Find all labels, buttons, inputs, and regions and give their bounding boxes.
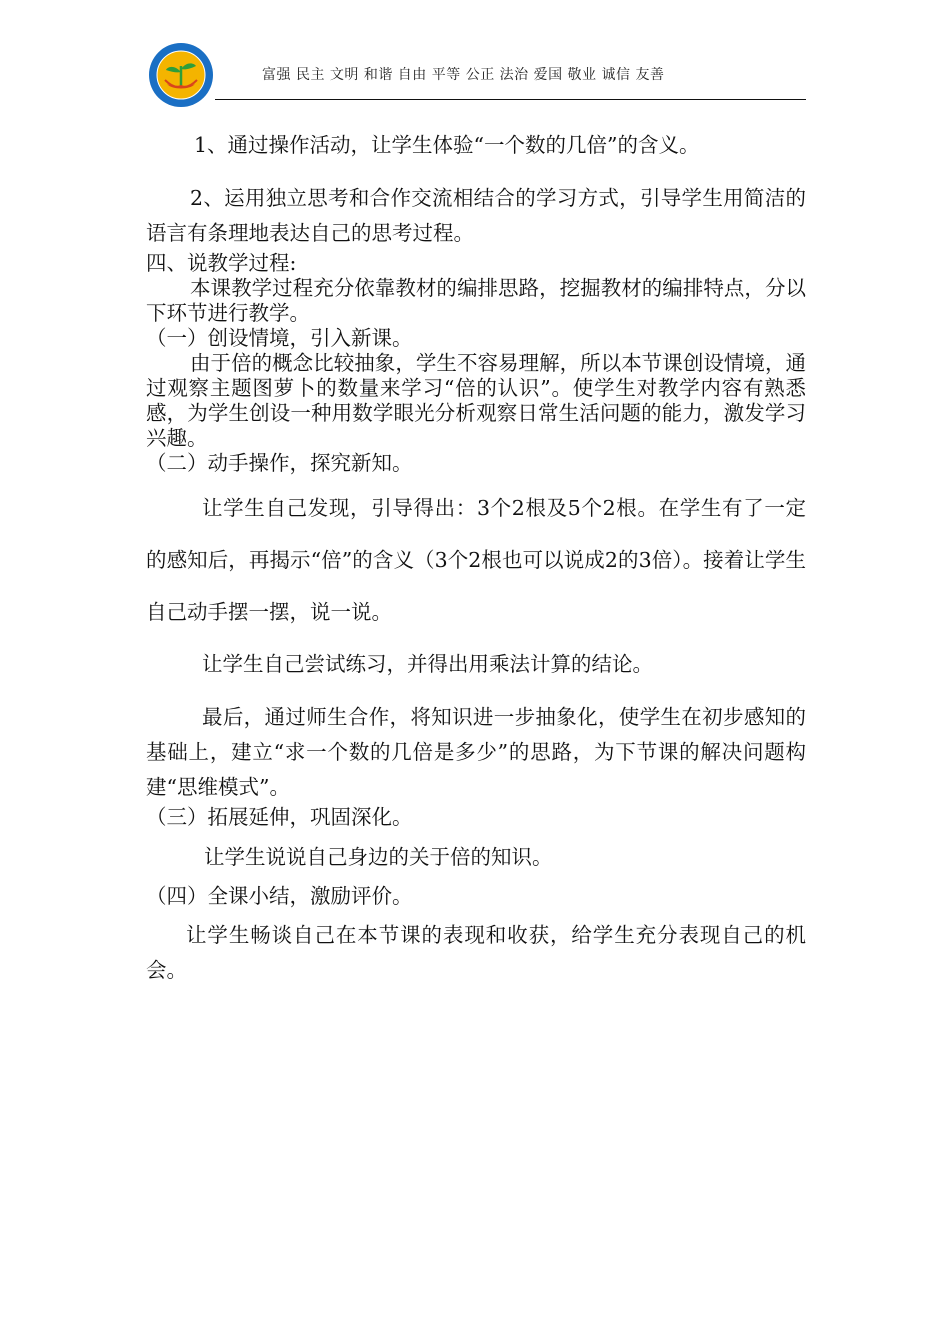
goal-2: 2、运用独立思考和合作交流相结合的学习方式，引导学生用简洁的语言有条理地表达自己的思考过程。 [146,186,806,245]
step-2-text-1: 让学生自己发现，引导得出：3个2根及5个2根。在学生有了一定的感知后，再揭示“倍”的含义（3个2根也可以说成2的3倍）。接着让学生自己动手摆一摆，说一说。 [146,496,806,624]
step-2-text-3: 最后，通过师生合作，将知识进一步抽象化，使学生在初步感知的基础上，建立“求一个数的几倍是多少”的思路，为下节课的解决问题构建“思维模式”。 [146,705,806,799]
section-4-intro: 本课教学过程充分依靠教材的编排思路，挖掘教材的编排特点，分以下环节进行教学。 [146,276,806,325]
step-4-heading: （四）全课小结，激励评价。 [146,884,413,908]
header-divider [215,99,806,100]
page-header [0,0,950,110]
step-1-text: 由于倍的概念比较抽象，学生不容易理解，所以本节课创设情境，通过观察主题图萝卜的数量来学习“倍的认识”。使学生对教学内容有熟悉感，为学生创设一种用数学眼光分析观察日常生活问题的能力，激发学习兴趣。 [146,351,806,450]
header-motto: 富强 民主 文明 和谐 自由 平等 公正 法治 爱国 敬业 诚信 友善 [262,67,665,83]
school-logo-icon [148,42,214,108]
step-4-text: 让学生畅谈自己在本节课的表现和收获，给学生充分表现自己的机会。 [146,923,806,982]
step-1-heading: （一）创设情境，引入新课。 [146,326,413,350]
step-2-heading: （二）动手操作，探究新知。 [146,451,413,475]
document-body [146,128,806,988]
goal-1: 1、通过操作活动，让学生体验“一个数的几倍”的含义。 [194,133,700,157]
step-3-text: 让学生说说自己身边的关于倍的知识。 [204,845,553,869]
step-3-heading: （三）拓展延伸，巩固深化。 [146,805,413,829]
section-4-heading: 四、说教学过程: [146,251,297,275]
step-2-text-2: 让学生自己尝试练习，并得出用乘法计算的结论。 [202,652,653,676]
